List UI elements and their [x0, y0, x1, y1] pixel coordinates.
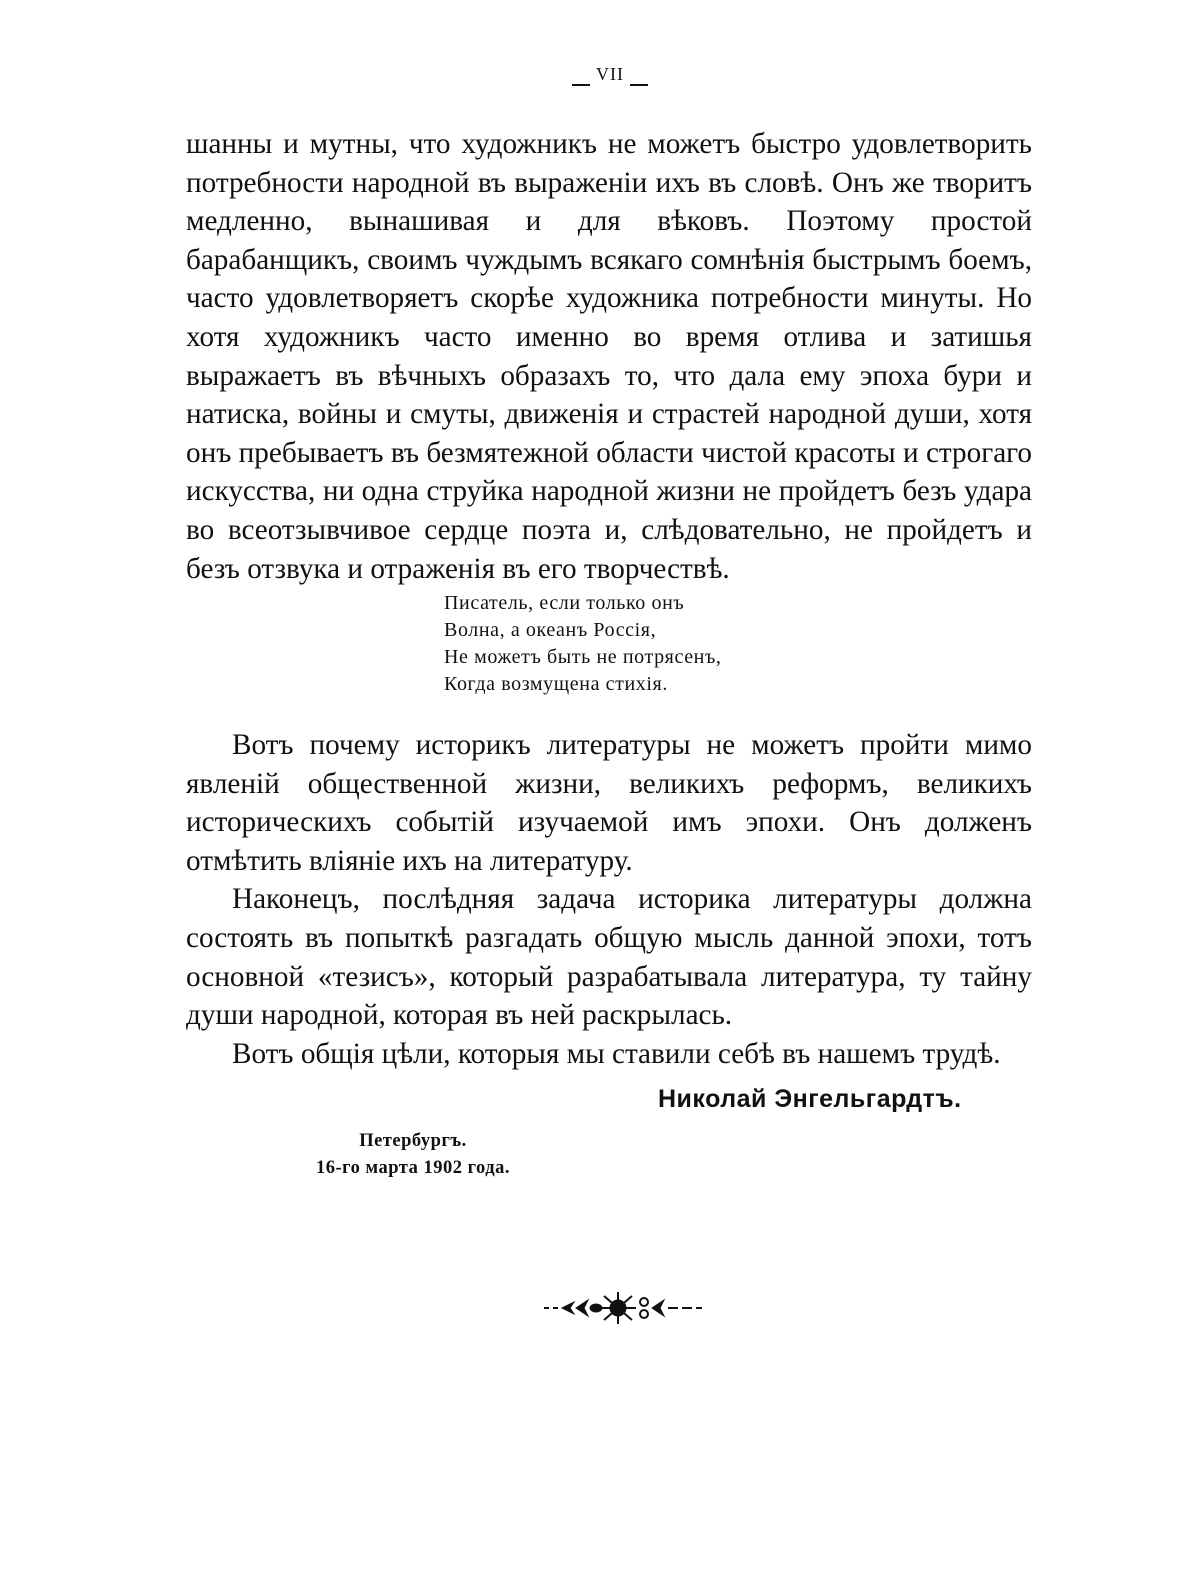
body-text-top	[186, 125, 1032, 588]
body-text-bottom	[186, 726, 1032, 1073]
paragraph: Вотъ общія цѣли, которыя мы ставили себѣ въ нашемъ трудѣ.	[232, 1037, 1001, 1070]
page-number-dash-right	[630, 84, 648, 86]
place-date-block	[282, 1128, 544, 1182]
verse-line: Когда возмущена стихія.	[444, 673, 668, 695]
place-text: Петербургъ.	[359, 1131, 467, 1151]
page-number-dash-left	[572, 84, 590, 86]
page-number-text: VII	[596, 64, 624, 84]
author-signature: Николай Энгельгардтъ.	[658, 1085, 962, 1113]
floral-tailpiece-icon	[540, 1288, 710, 1333]
date-text: 16-го марта 1902 года.	[316, 1158, 510, 1178]
paragraph: Наконецъ, послѣдняя задача историка литературы должна состоять въ попыткѣ разгадать общую мысль данной эпохи, тотъ основной «тезисъ», который разрабатывала литература, ту тайну души народной, которая въ ней раскрылась.	[186, 883, 1032, 1032]
paragraph: Вотъ почему историкъ литературы не можетъ пройти мимо явленій общественной жизни, великихъ реформъ, великихъ историческихъ событій изучаемой имъ эпохи. Онъ долженъ отмѣтить вліяніе ихъ на литературу.	[186, 729, 1032, 877]
page-number	[560, 64, 660, 86]
verse-line: Писатель, если только онъ	[444, 592, 685, 614]
verse-line: Не можетъ быть не потрясенъ,	[444, 646, 722, 668]
verse-line: Волна, а океанъ Россія,	[444, 619, 657, 641]
paragraph-continued: шанны и мутны, что художникъ не можетъ быстро удовлетворить потребности народной въ выраженіи ихъ въ словѣ. Онъ же творитъ медленно, вынашивая и для вѣковъ. Поэтому простой барабанщикъ, своимъ чуждымъ всякаго сомнѣнія быстрымъ боемъ, часто удовлетворяетъ скорѣе художника потребности минуты. Но хотя художникъ часто именно во время отлива и затишья выражаетъ въ вѣчныхъ образахъ то, что дала ему эпоха бури и натиска, войны и смуты, движенія и страстей народной души, хотя онъ пребываетъ въ безмятежной области чистой красоты и строгаго искусства, ни одна струйка народной жизни не пройдетъ безъ удара во всеотзывчивое сердце поэта и, слѣдовательно, не пройдетъ и безъ отзвука и отраженія въ его творчествѣ.	[186, 128, 1032, 585]
verse-quote	[444, 590, 722, 698]
